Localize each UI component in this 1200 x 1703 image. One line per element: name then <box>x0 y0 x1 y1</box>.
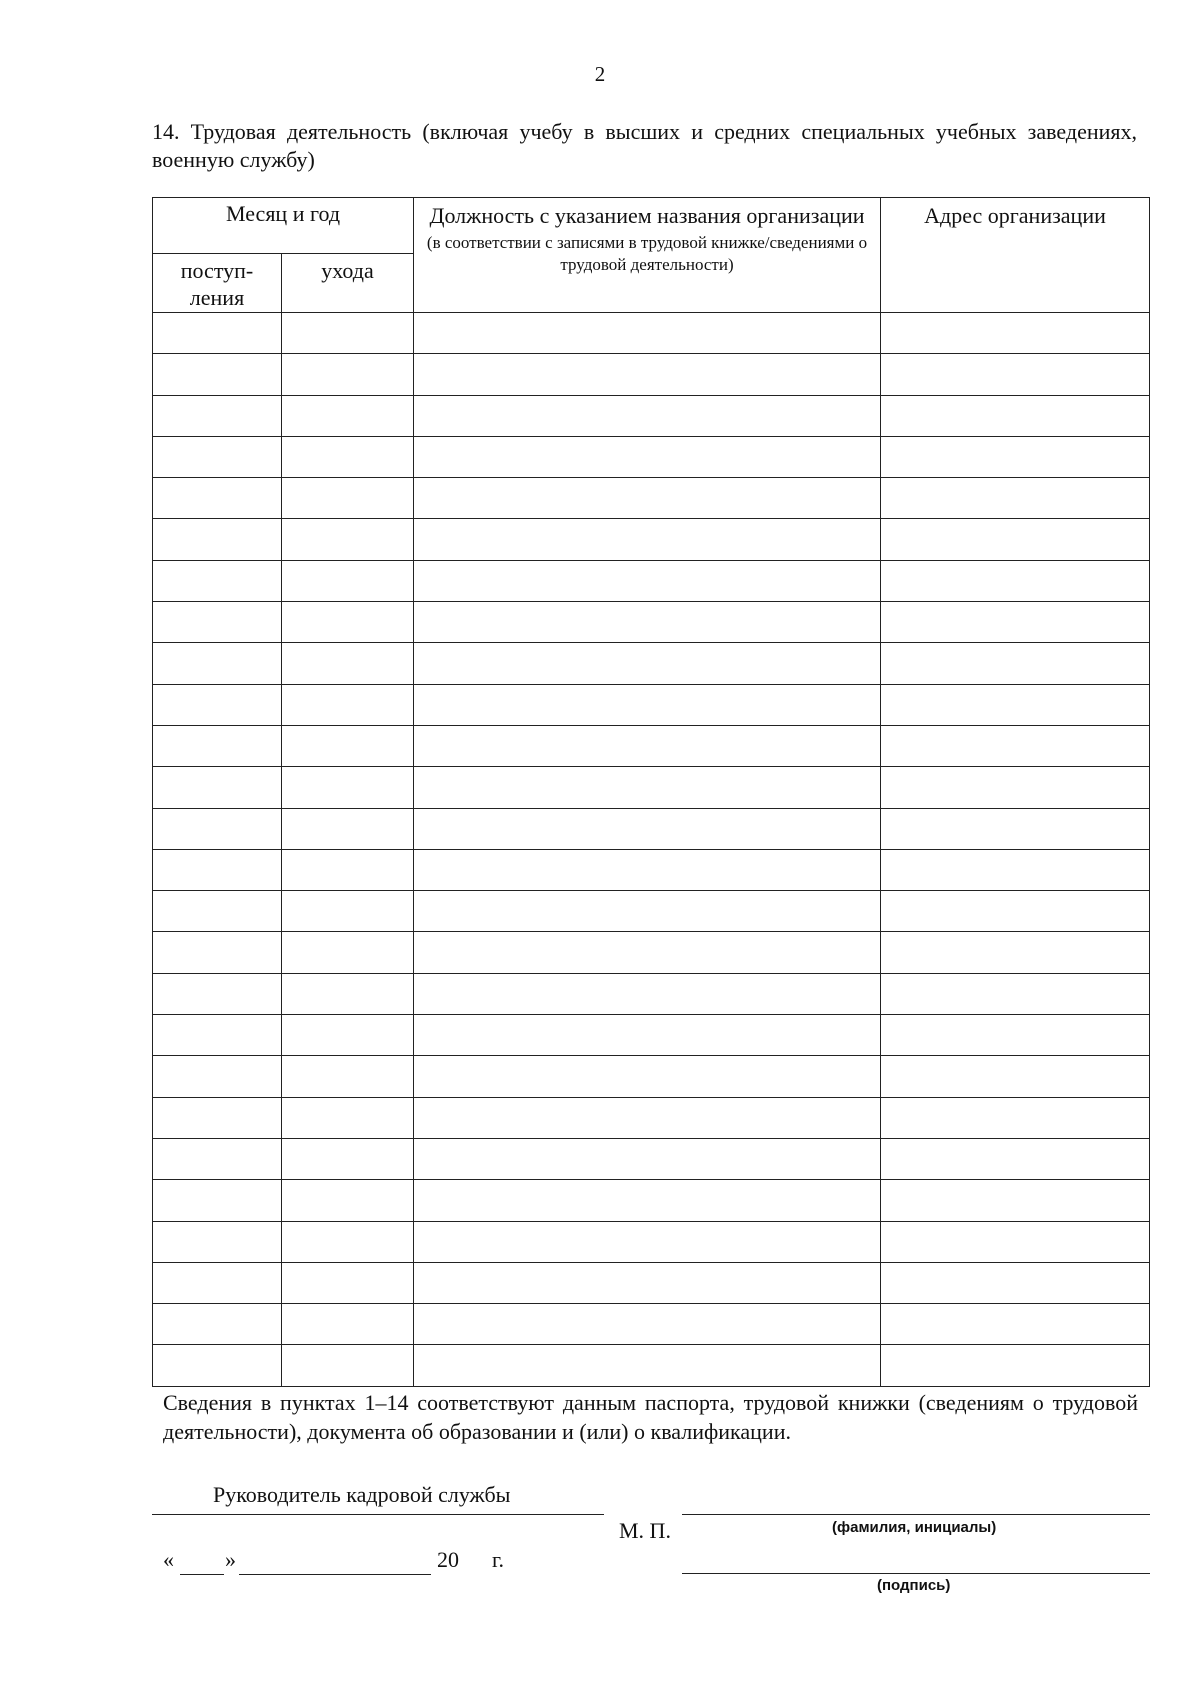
position-cell[interactable] <box>414 560 881 601</box>
address-cell[interactable] <box>881 1015 1150 1056</box>
leave-cell[interactable] <box>282 313 414 354</box>
entry-cell[interactable] <box>153 808 282 849</box>
stamp-place-label: М. П. <box>619 1518 671 1543</box>
signature-caption: (подпись) <box>877 1577 951 1594</box>
address-cell[interactable] <box>881 1138 1150 1179</box>
entry-cell[interactable] <box>153 684 282 725</box>
entry-cell[interactable] <box>153 519 282 560</box>
header-address: Адрес организации <box>881 198 1150 313</box>
position-cell[interactable] <box>414 1138 881 1179</box>
position-cell[interactable] <box>414 313 881 354</box>
leave-cell[interactable] <box>282 1304 414 1345</box>
hr-head-line[interactable] <box>152 1514 604 1515</box>
address-cell[interactable] <box>881 849 1150 890</box>
position-cell[interactable] <box>414 725 881 766</box>
entry-cell[interactable] <box>153 354 282 395</box>
leave-cell[interactable] <box>282 1221 414 1262</box>
address-cell[interactable] <box>881 436 1150 477</box>
entry-cell[interactable] <box>153 932 282 973</box>
position-cell[interactable] <box>414 808 881 849</box>
entry-cell[interactable] <box>153 891 282 932</box>
leave-cell[interactable] <box>282 767 414 808</box>
signature-line[interactable] <box>682 1573 1150 1574</box>
leave-cell[interactable] <box>282 643 414 684</box>
confirmation-text: Сведения в пунктах 1–14 соответствуют данным паспорта, трудовой книжки (сведениям о трудовой деятельности), документа об образовании и (или) о квалификации. <box>163 1390 1138 1444</box>
entry-cell[interactable] <box>153 1345 282 1386</box>
address-cell[interactable] <box>881 684 1150 725</box>
leave-cell[interactable] <box>282 560 414 601</box>
entry-cell[interactable] <box>153 602 282 643</box>
leave-cell[interactable] <box>282 973 414 1014</box>
position-cell[interactable] <box>414 1345 881 1386</box>
address-cell[interactable] <box>881 725 1150 766</box>
date-open-quote: « <box>163 1547 174 1572</box>
table-row <box>153 560 1150 601</box>
entry-cell[interactable] <box>153 1221 282 1262</box>
leave-cell[interactable] <box>282 1262 414 1303</box>
leave-cell[interactable] <box>282 436 414 477</box>
header-position-note: (в соответствии с записями в трудовой книжке/сведениями о трудовой деятельности) <box>426 233 868 274</box>
entry-cell[interactable] <box>153 1180 282 1221</box>
date-close-quote: » <box>225 1547 236 1572</box>
header-month-year: Месяц и год <box>153 198 414 254</box>
header-entry: поступ-ления <box>153 254 282 313</box>
position-cell[interactable] <box>414 395 881 436</box>
leave-cell[interactable] <box>282 1097 414 1138</box>
leave-cell[interactable] <box>282 395 414 436</box>
leave-cell[interactable] <box>282 1345 414 1386</box>
position-cell[interactable] <box>414 1304 881 1345</box>
position-cell[interactable] <box>414 932 881 973</box>
position-cell[interactable] <box>414 1180 881 1221</box>
table-body <box>153 313 1150 1387</box>
leave-cell[interactable] <box>282 684 414 725</box>
table-row <box>153 1304 1150 1345</box>
leave-cell[interactable] <box>282 1138 414 1179</box>
entry-cell[interactable] <box>153 560 282 601</box>
entry-cell[interactable] <box>153 767 282 808</box>
address-cell[interactable] <box>881 354 1150 395</box>
address-cell[interactable] <box>881 313 1150 354</box>
position-cell[interactable] <box>414 1221 881 1262</box>
header-position <box>414 198 881 313</box>
employment-history-table <box>152 197 1150 1387</box>
table-row <box>153 1262 1150 1303</box>
leave-cell[interactable] <box>282 602 414 643</box>
address-cell[interactable] <box>881 891 1150 932</box>
position-cell[interactable] <box>414 891 881 932</box>
address-cell[interactable] <box>881 560 1150 601</box>
entry-cell[interactable] <box>153 1056 282 1097</box>
address-cell[interactable] <box>881 395 1150 436</box>
address-cell[interactable] <box>881 1262 1150 1303</box>
position-cell[interactable] <box>414 1262 881 1303</box>
address-cell[interactable] <box>881 767 1150 808</box>
address-cell[interactable] <box>881 808 1150 849</box>
position-cell[interactable] <box>414 1056 881 1097</box>
date-month-line[interactable] <box>239 1574 431 1575</box>
date-year-suffix: г. <box>492 1547 505 1572</box>
leave-cell[interactable] <box>282 808 414 849</box>
position-cell[interactable] <box>414 973 881 1014</box>
entry-cell[interactable] <box>153 1304 282 1345</box>
address-cell[interactable] <box>881 519 1150 560</box>
entry-cell[interactable] <box>153 1262 282 1303</box>
header-position-label: Должность с указанием названия организации <box>429 203 865 228</box>
name-caption: (фамилия, инициалы) <box>832 1519 997 1536</box>
table-row <box>153 725 1150 766</box>
section-title: 14. Трудовая деятельность (включая учебу в высших и средних специальных учебных заведениях, военную службу) <box>152 119 1137 172</box>
address-cell[interactable] <box>881 1097 1150 1138</box>
address-cell[interactable] <box>881 973 1150 1014</box>
table-row <box>153 932 1150 973</box>
entry-cell[interactable] <box>153 313 282 354</box>
table-row <box>153 395 1150 436</box>
leave-cell[interactable] <box>282 519 414 560</box>
leave-cell[interactable] <box>282 478 414 519</box>
position-cell[interactable] <box>414 643 881 684</box>
position-cell[interactable] <box>414 519 881 560</box>
table-row <box>153 354 1150 395</box>
table-row <box>153 1015 1150 1056</box>
address-cell[interactable] <box>881 1304 1150 1345</box>
entry-cell[interactable] <box>153 1097 282 1138</box>
table-row <box>153 602 1150 643</box>
leave-cell[interactable] <box>282 354 414 395</box>
position-cell[interactable] <box>414 436 881 477</box>
leave-cell[interactable] <box>282 932 414 973</box>
table-row <box>153 1138 1150 1179</box>
entry-cell[interactable] <box>153 436 282 477</box>
entry-cell[interactable] <box>153 1015 282 1056</box>
position-cell[interactable] <box>414 1097 881 1138</box>
entry-cell[interactable] <box>153 395 282 436</box>
table-row <box>153 973 1150 1014</box>
table-row <box>153 1056 1150 1097</box>
table-row <box>153 313 1150 354</box>
address-cell[interactable] <box>881 602 1150 643</box>
address-cell[interactable] <box>881 932 1150 973</box>
address-cell[interactable] <box>881 643 1150 684</box>
entry-cell[interactable] <box>153 643 282 684</box>
entry-cell[interactable] <box>153 725 282 766</box>
position-cell[interactable] <box>414 684 881 725</box>
hr-head-label: Руководитель кадровой службы <box>213 1482 511 1507</box>
name-line[interactable] <box>682 1514 1150 1515</box>
position-cell[interactable] <box>414 354 881 395</box>
date-year-prefix: 20 <box>437 1547 459 1572</box>
position-cell[interactable] <box>414 602 881 643</box>
entry-cell[interactable] <box>153 849 282 890</box>
leave-cell[interactable] <box>282 725 414 766</box>
table-row <box>153 436 1150 477</box>
address-cell[interactable] <box>881 1180 1150 1221</box>
leave-cell[interactable] <box>282 1015 414 1056</box>
leave-cell[interactable] <box>282 1180 414 1221</box>
entry-cell[interactable] <box>153 1138 282 1179</box>
position-cell[interactable] <box>414 767 881 808</box>
table-row <box>153 1180 1150 1221</box>
table-row <box>153 767 1150 808</box>
position-cell[interactable] <box>414 1015 881 1056</box>
address-cell[interactable] <box>881 478 1150 519</box>
date-day-line[interactable] <box>180 1574 224 1575</box>
table-row <box>153 1221 1150 1262</box>
table-row <box>153 849 1150 890</box>
address-cell[interactable] <box>881 1345 1150 1386</box>
leave-cell[interactable] <box>282 1056 414 1097</box>
table-row <box>153 808 1150 849</box>
leave-cell[interactable] <box>282 891 414 932</box>
table-row <box>153 684 1150 725</box>
position-cell[interactable] <box>414 478 881 519</box>
page-number: 2 <box>594 62 606 86</box>
table-row <box>153 643 1150 684</box>
leave-cell[interactable] <box>282 849 414 890</box>
address-cell[interactable] <box>881 1056 1150 1097</box>
address-cell[interactable] <box>881 1221 1150 1262</box>
table-row <box>153 1097 1150 1138</box>
entry-cell[interactable] <box>153 973 282 1014</box>
table-row <box>153 1345 1150 1386</box>
header-leave: ухода <box>282 254 414 313</box>
table-row <box>153 519 1150 560</box>
table-row <box>153 478 1150 519</box>
entry-cell[interactable] <box>153 478 282 519</box>
table-row <box>153 891 1150 932</box>
position-cell[interactable] <box>414 849 881 890</box>
